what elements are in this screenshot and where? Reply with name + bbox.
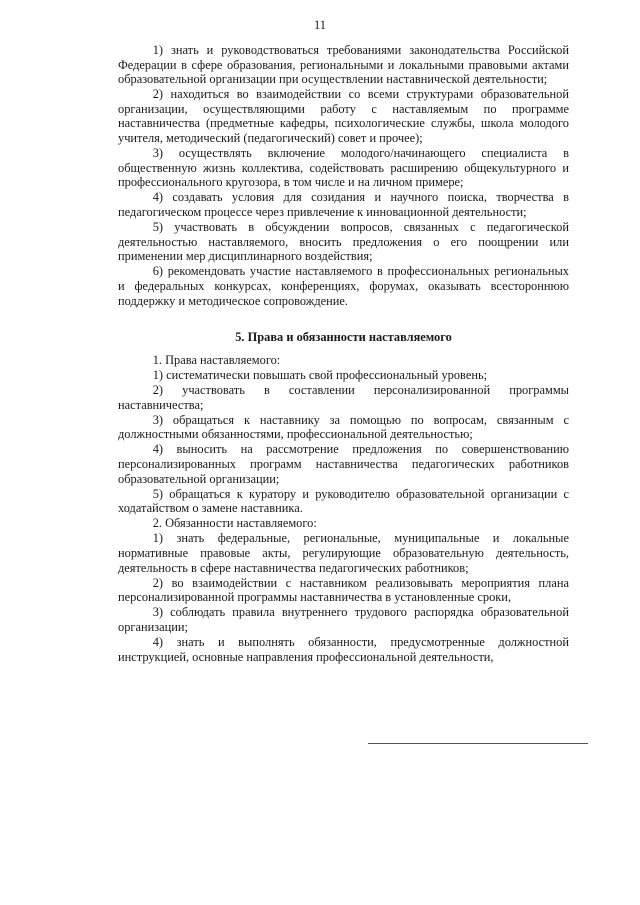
mentor-duties-list bbox=[118, 43, 569, 308]
list-item: 4) знать и выполнять обязанности, предусмотренные должностной инструкцией, основные направления профессиональной деятельности, bbox=[118, 635, 569, 664]
subsection-title: 1. Права наставляемого: bbox=[152, 352, 281, 367]
list-item: 5) участвовать в обсуждении вопросов, связанных с педагогической деятельностью наставляемого, вносить предложения о его поощрении или применении мер дисциплинарного воздействия; bbox=[118, 220, 569, 264]
document-body bbox=[118, 43, 569, 665]
list-item: 1) знать и руководствоваться требованиями законодательства Российской Федерации в сфере образования, региональными и локальными правовыми актами образовательной организации при осуществлении наставнической деятельности; bbox=[118, 43, 569, 87]
subsection-title: 2. Обязанности наставляемого: bbox=[152, 516, 317, 531]
list-item: 2) во взаимодействии с наставником реализовывать мероприятия плана персонализированной программы наставничества в установленные сроки, bbox=[118, 575, 569, 605]
list-item: 3) соблюдать правила внутреннего трудового распорядка образовательной организации; bbox=[118, 605, 569, 634]
list-item: 4) выносить на рассмотрение предложения по совершенствованию персонализированных программ наставничества педагогических работников образовательной организации; bbox=[118, 442, 569, 486]
list-item: 3) осуществлять включение молодого/начинающего специалиста в общественную жизнь коллектива, содействовать расширению общекультурного и профессионального кругозора, в том числе и на личном примере; bbox=[118, 146, 569, 190]
section-heading: 5. Права и обязанности наставляемого bbox=[235, 330, 452, 345]
list-item: 2) участвовать в составлении персонализированной программы наставничества; bbox=[118, 382, 569, 412]
page-number: 11 bbox=[313, 18, 327, 32]
list-item: 1) систематически повышать свой профессиональный уровень; bbox=[152, 367, 488, 382]
list-item: 4) создавать условия для созидания и научного поиска, творчества в педагогическом процессе через привлечение к инновационной деятельности; bbox=[118, 190, 569, 220]
list-item: 2) находиться во взаимодействии со всеми структурами образовательной организации, осуществляющими работу с наставляемым по программе наставничества (предметные кафедры, психологические службы, школа молодого учителя, методический (педагогический) совет и прочее); bbox=[118, 87, 569, 146]
list-item: 3) обращаться к наставнику за помощью по вопросам, связанным с должностными обязанностями, профессиональной деятельностью; bbox=[118, 412, 569, 442]
footer-divider bbox=[368, 743, 588, 744]
list-item: 5) обращаться к куратору и руководителю образовательной организации с ходатайством о замене наставника. bbox=[118, 486, 569, 516]
mentee-duties-section bbox=[118, 516, 569, 664]
list-item: 1) знать федеральные, региональные, муниципальные и локальные нормативные правовые акты, регулирующие образовательную деятельность, деятельность в сфере наставничества педагогических работников; bbox=[118, 531, 569, 575]
list-item: 6) рекомендовать участие наставляемого в профессиональных региональных и федеральных конкурсах, конференциях, форумах, оказывать всестороннюю поддержку и методическое сопровождение. bbox=[118, 264, 569, 308]
mentee-rights-section bbox=[118, 353, 569, 516]
